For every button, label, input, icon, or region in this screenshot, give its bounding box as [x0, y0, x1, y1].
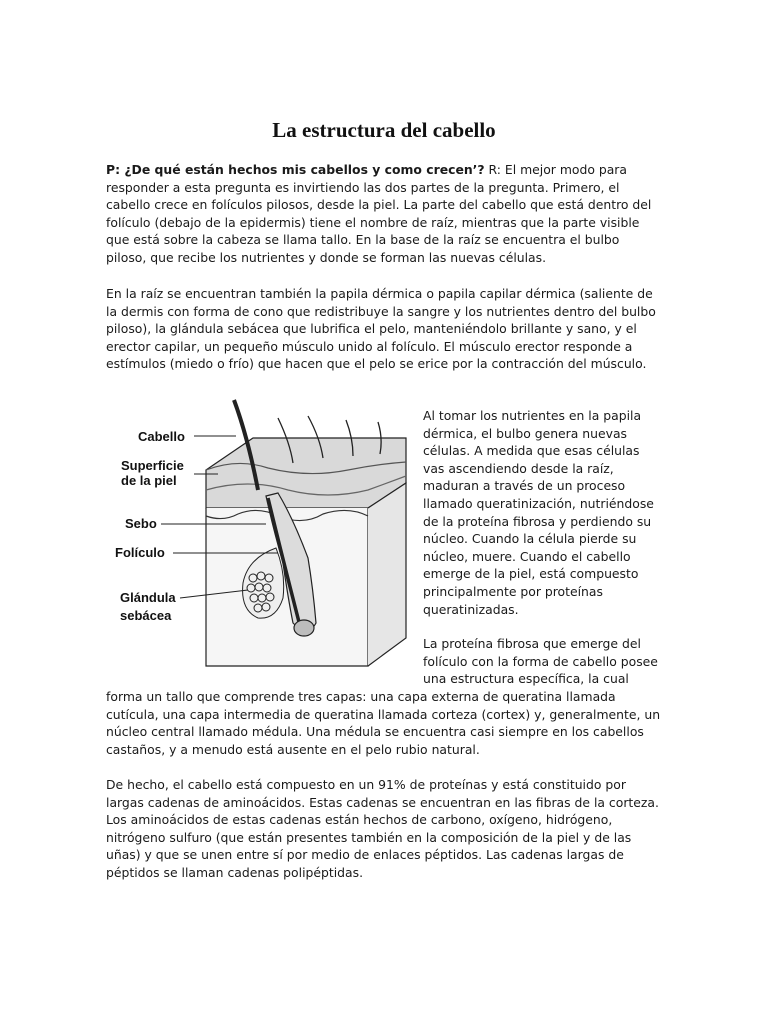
label-glandula-1: Glándula — [120, 590, 176, 605]
answer-text: El mejor modo para responder a esta pregunta es invirtiendo las dos partes de la pregunta. Primero, el cabello crece en folículos pilosos, desde la piel. La parte del cabello que está dentro del folículo (debajo de la epidermis) tiene el nombre de raíz, mientras que la parte visible que está sobre la cabeza se llama tallo. En la base de la raíz se encuentra el bulbo piloso, que recibe los nutrientes y donde se forman las nuevas células. — [106, 162, 652, 265]
paragraph-composition: De hecho, el cabello está compuesto en un 91% de proteínas y está constituido por largas cadenas de aminoácidos. Estas cadenas se encuentran en las fibras de la corteza. Los aminoácidos de estas cadenas están hechos de carbono, oxígeno, hidrógeno, nitrógeno sulfuro (que están presentes también en la composición de la piel y de las uñas) y que se unen entre sí por medio de enlaces péptidos. Las cadenas largas de péptidos se llaman cadenas polipéptidas. — [106, 777, 659, 880]
hair-structure-diagram — [108, 398, 408, 670]
paragraph-nutrients: Al tomar los nutrientes en la papila dérmica, el bulbo genera nuevas células. A medida que esas células vas ascendiendo desde la raíz, maduran a través de un proceso llamado queratinización, nutriéndose de la proteína fibrosa y perdiendo su núcleo. Cuando la célula pierde su núcleo, muere. Cuando el cabello emerge de la piel, está compuesto principalmente por proteínas queratinizadas. — [423, 408, 654, 617]
paragraph-layers: forma un tallo que comprende tres capas: una capa externa de queratina llamada cutícula, una capa intermedia de queratina llamada corteza (cortex) y, generalmente, un núcleo central llamado médula. Una médula se encuentra casi siempre en los cabellos castaños, y a menudo está ausente en el pelo rubio natural. — [106, 689, 661, 757]
intro-paragraph — [106, 161, 662, 267]
label-sebo: Sebo — [125, 516, 157, 531]
paragraph-fibrous-protein: La proteína fibrosa que emerge del folículo con la forma de cabello posee una estructura específica, la cual — [423, 636, 658, 687]
label-foliculo: Folículo — [115, 545, 165, 560]
question-text: P: ¿De qué están hechos mis cabellos y como crecen’? — [106, 162, 485, 177]
paragraph-root: En la raíz se encuentran también la papila dérmica o papila capilar dérmica (saliente de la dermis con forma de cono que redistribuye la sangre y los nutrientes dentro del bulbo piloso), la glándula sebácea que lubrifica el pelo, manteniéndolo brillante y sano, y el erector capilar, un pequeño músculo unido al folículo. El músculo erector responde a estímulos (miedo o frío) que hacen que el pelo se erice por la contracción del músculo. — [106, 286, 656, 372]
label-glandula-2: sebácea — [120, 608, 172, 623]
label-superficie-1: Superficie — [121, 458, 184, 473]
label-superficie-2: de la piel — [121, 473, 177, 488]
label-cabello: Cabello — [138, 429, 185, 444]
answer-prefix: R: — [484, 162, 505, 177]
document-title: La estructura del cabello — [272, 118, 496, 142]
